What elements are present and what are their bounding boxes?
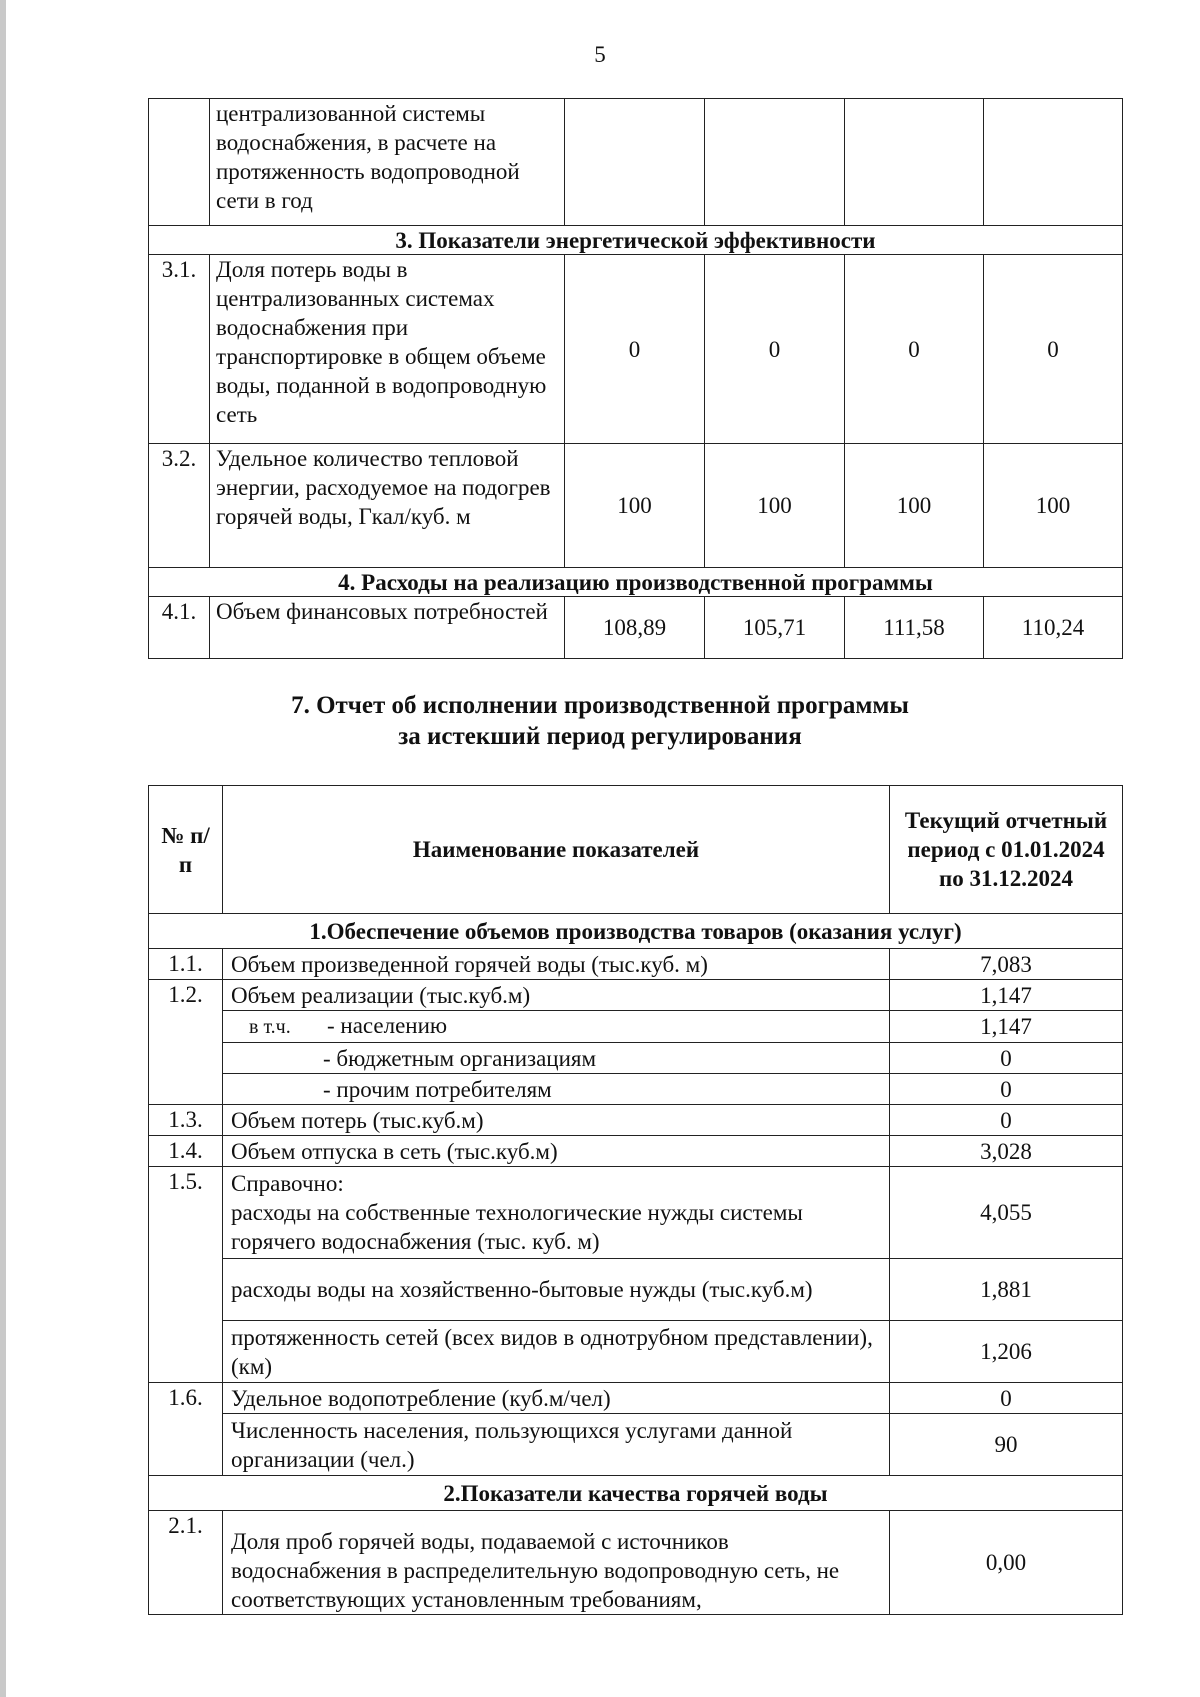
row-text: Удельное количество тепловой энергии, расходуемое на подогрев горячей воды, Гкал/куб. м <box>210 444 565 568</box>
row-value: 0 <box>845 255 984 444</box>
indicators-table-continued <box>148 98 1123 659</box>
row-number: 1.4. <box>149 1136 223 1167</box>
row-text: - прочим потребителям <box>223 1074 890 1105</box>
row-value: 7,083 <box>890 949 1123 980</box>
table-row <box>149 1074 1123 1105</box>
row-value: 0 <box>890 1043 1123 1074</box>
row-value: 0 <box>890 1105 1123 1136</box>
table-row <box>149 255 1123 444</box>
row-value: 108,89 <box>565 597 705 659</box>
row-number: 3.1. <box>149 255 210 444</box>
header-row <box>149 786 1123 914</box>
row-number: 4.1. <box>149 597 210 659</box>
row-text: Доля проб горячей воды, подаваемой с источников водоснабжения в распределительную водопроводную сеть, не соответствующих установленным требованиям, <box>223 1511 890 1615</box>
row-text: централизованной системы водоснабжения, в расчете на протяженность водопроводной сети в год <box>210 99 565 226</box>
header-number: № п/п <box>149 786 223 914</box>
row-number: 1.1. <box>149 949 223 980</box>
row-text: Объем произведенной горячей воды (тыс.куб. м) <box>223 949 890 980</box>
row-value: 3,028 <box>890 1136 1123 1167</box>
row-value: 1,147 <box>890 980 1123 1011</box>
row-text: Объем реализации (тыс.куб.м) <box>223 980 890 1011</box>
table-row <box>149 1011 1123 1043</box>
section-row <box>149 568 1123 597</box>
table-row <box>149 1136 1123 1167</box>
row-value: 100 <box>984 444 1123 568</box>
header-period: Текущий отчетный период с 01.01.2024 по 31.12.2024 <box>890 786 1123 914</box>
table-row <box>149 980 1123 1011</box>
section-7-title-line1: 7. Отчет об исполнении производственной программы <box>291 692 909 719</box>
row-value: 1,881 <box>890 1259 1123 1321</box>
row-value: 0 <box>984 255 1123 444</box>
table-row <box>149 1167 1123 1259</box>
row-value: 100 <box>705 444 845 568</box>
table-row <box>149 1259 1123 1321</box>
table-row <box>149 1105 1123 1136</box>
reference-label: Справочно: <box>231 1171 344 1196</box>
section-2-title: 2.Показатели качества горячей воды <box>149 1476 1123 1511</box>
section-7-heading <box>0 690 1200 752</box>
section-row <box>149 914 1123 949</box>
row-text: Объем финансовых потребностей <box>210 597 565 659</box>
header-name: Наименование показателей <box>223 786 890 914</box>
scan-edge <box>0 0 6 1697</box>
table-row <box>149 1321 1123 1383</box>
row-value: 1,206 <box>890 1321 1123 1383</box>
row-value: 1,147 <box>890 1011 1123 1043</box>
table-row <box>149 597 1123 659</box>
row-value: 4,055 <box>890 1167 1123 1259</box>
row-text: Объем отпуска в сеть (тыс.куб.м) <box>223 1136 890 1167</box>
table-row <box>149 1043 1123 1074</box>
row-text-sub <box>223 1011 890 1043</box>
section-row <box>149 226 1123 255</box>
section-3-title: 3. Показатели энергетической эффективности <box>149 226 1123 255</box>
row-number: 1.3. <box>149 1105 223 1136</box>
row-value: 0 <box>565 255 705 444</box>
table-row <box>149 444 1123 568</box>
row-text: протяженность сетей (всех видов в однотрубном представлении), (км) <box>223 1321 890 1383</box>
table-row <box>149 1383 1123 1414</box>
including-prefix: в т.ч. <box>249 1016 291 1038</box>
row-value: 0 <box>705 255 845 444</box>
row-value: 105,71 <box>705 597 845 659</box>
row-text: расходы на собственные технологические нужды системы горячего водоснабжения (тыс. куб. м) <box>231 1200 803 1254</box>
table-row <box>149 1414 1123 1476</box>
row-value: 100 <box>565 444 705 568</box>
section-row <box>149 1476 1123 1511</box>
row-text: - населению <box>327 1013 448 1038</box>
row-value: 100 <box>845 444 984 568</box>
row-value: 0 <box>890 1074 1123 1105</box>
table-row <box>149 1511 1123 1615</box>
row-value: 111,58 <box>845 597 984 659</box>
row-number: 2.1. <box>149 1511 223 1615</box>
row-value: 110,24 <box>984 597 1123 659</box>
row-text: - бюджетным организациям <box>223 1043 890 1074</box>
table-row <box>149 99 1123 226</box>
row-value: 0 <box>890 1383 1123 1414</box>
row-text: Численность населения, пользующихся услугами данной организации (чел.) <box>223 1414 890 1476</box>
row-text-block <box>223 1167 890 1259</box>
row-value: 0,00 <box>890 1511 1123 1615</box>
row-number: 1.5. <box>149 1167 223 1383</box>
section-7-title-line2: за истекший период регулирования <box>398 723 802 750</box>
row-text: Удельное водопотребление (куб.м/чел) <box>223 1383 890 1414</box>
row-text: Доля потерь воды в централизованных системах водоснабжения при транспортировке в общем объеме воды, поданной в водопроводную сеть <box>210 255 565 444</box>
report-table <box>148 785 1123 1615</box>
row-value: 90 <box>890 1414 1123 1476</box>
row-text: расходы воды на хозяйственно-бытовые нужды (тыс.куб.м) <box>223 1259 890 1321</box>
row-number: 1.6. <box>149 1383 223 1476</box>
row-text: Объем потерь (тыс.куб.м) <box>223 1105 890 1136</box>
section-1-title: 1.Обеспечение объемов производства товаров (оказания услуг) <box>149 914 1123 949</box>
page-number: 5 <box>594 42 606 67</box>
section-4-title: 4. Расходы на реализацию производственной программы <box>149 568 1123 597</box>
row-number: 1.2. <box>149 980 223 1105</box>
table-row <box>149 949 1123 980</box>
row-number: 3.2. <box>149 444 210 568</box>
